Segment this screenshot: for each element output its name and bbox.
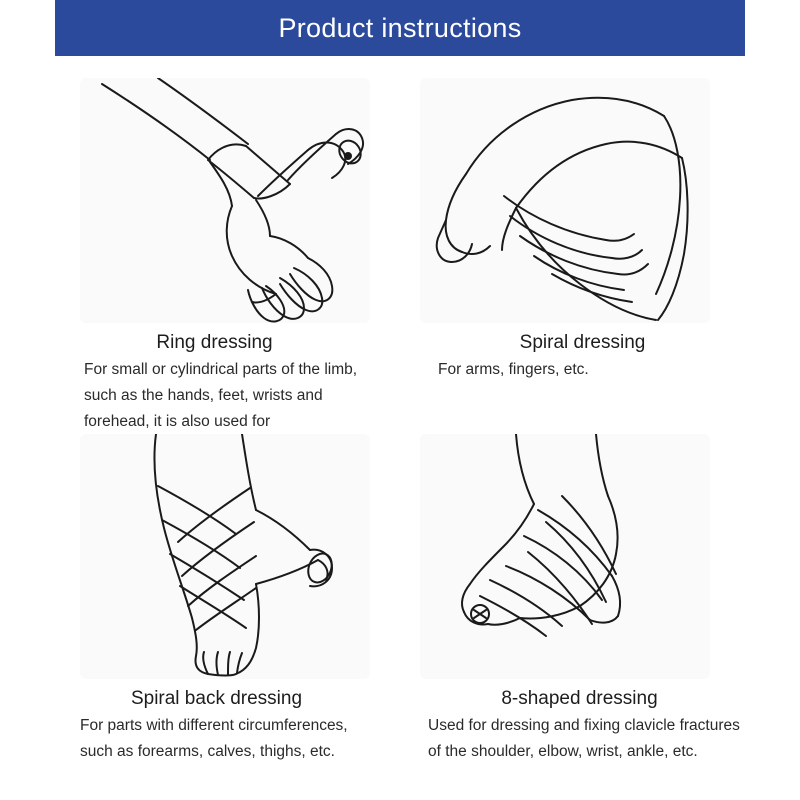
panel-body-line: For parts with different circumferences, [80, 717, 348, 734]
instruction-panel-eight-shaped-dressing [398, 434, 753, 765]
instruction-panel-spiral-dressing [398, 78, 753, 383]
panel-title: Spiral back dressing [130, 688, 303, 709]
spiral-dressing-illustration [420, 78, 710, 323]
panel-body-line: such as forearms, calves, thighs, etc. [80, 743, 335, 760]
spiral-back-dressing-illustration [80, 434, 370, 679]
eight-shaped-dressing-illustration [420, 434, 710, 679]
panel-title: 8-shaped dressing [501, 688, 658, 709]
instruction-panel-ring-dressing [28, 78, 383, 461]
page-header [55, 0, 745, 56]
instruction-panel-spiral-back-dressing [28, 434, 383, 765]
panel-body-line: Used for dressing and fixing clavicle fractures [428, 717, 740, 734]
panel-body-line: of the shoulder, elbow, wrist, ankle, etc. [428, 743, 698, 760]
ring-dressing-illustration [80, 78, 370, 323]
instruction-grid [0, 56, 800, 800]
panel-body-line: For small or cylindrical parts of the limb, [84, 361, 358, 378]
panel-body-line: such as the hands, feet, wrists and [84, 387, 323, 404]
panel-body [398, 713, 753, 765]
panel-title: Spiral dressing [519, 332, 646, 353]
panel-title: Ring dressing [156, 332, 273, 353]
panel-body [28, 713, 383, 765]
panel-body-line: For arms, fingers, etc. [438, 361, 589, 378]
panel-body [398, 357, 753, 383]
page-title: Product instructions [278, 12, 522, 43]
panel-body-line: forehead, it is also used for [84, 413, 271, 430]
